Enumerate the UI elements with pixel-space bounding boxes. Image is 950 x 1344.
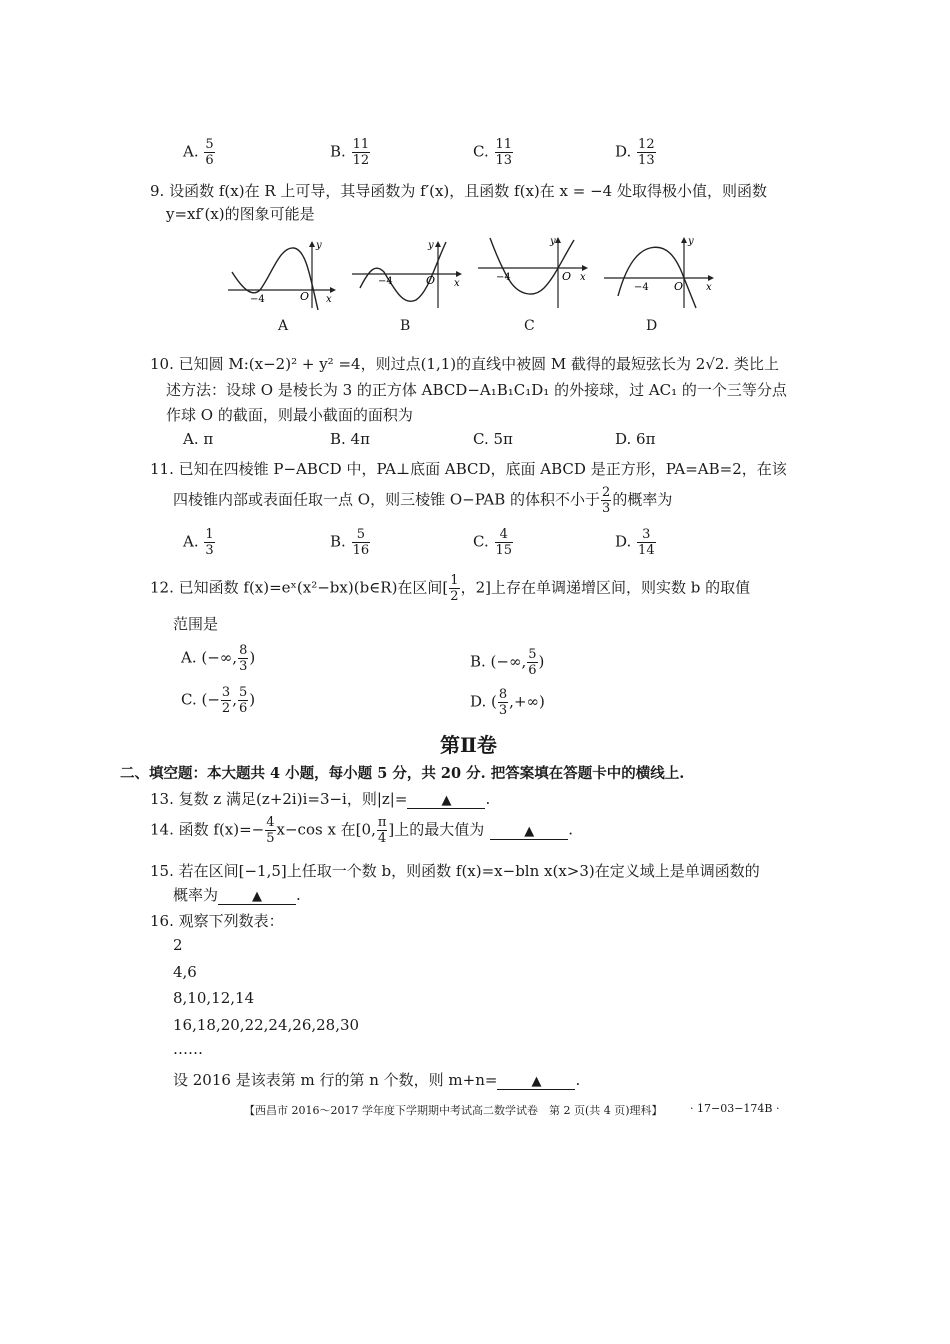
q12-option-a: A. (−∞, $\frac{8}{3}$ ) (181, 643, 256, 674)
q9-line1: 9. 设函数 f(x)在 R 上可导，其导函数为 f′(x)，且函数 f(x)在 x = −4 处取得极小值，则函数 (150, 182, 767, 200)
footer-right: · 17−03−174B · (690, 1102, 780, 1115)
svg-text:y: y (688, 236, 694, 247)
q16-row-2: 4,6 (173, 963, 197, 981)
svg-text:O: O (426, 274, 436, 287)
svg-text:x: x (454, 278, 460, 289)
graph-b (352, 238, 468, 310)
q16-row-1: 2 (173, 936, 183, 954)
q8-option-c: C. $\frac{11}{13}$ (473, 137, 513, 168)
q10-line2: 述方法：设球 O 是棱长为 3 的正方体 ABCD−A₁B₁C₁D₁ 的外接球，过 AC₁ 的一个三等分点 (166, 381, 787, 399)
svg-text:y: y (550, 236, 556, 247)
q11-option-b: B. $\frac{5}{16}$ (330, 527, 370, 558)
graph-a (228, 238, 340, 310)
graph-c (478, 234, 594, 310)
graph-b-tick: −4 (378, 276, 393, 287)
q9-line2: y=xf′(x)的图象可能是 (166, 205, 315, 223)
svg-text:O: O (562, 270, 572, 283)
q8-option-b: B. $\frac{11}{12}$ (330, 137, 370, 168)
svg-text:O: O (300, 290, 310, 303)
q10-line3: 作球 O 的截面，则最小截面的面积为 (166, 406, 413, 424)
svg-text:y: y (428, 240, 434, 251)
graph-a-tick: −4 (250, 294, 265, 305)
graph-label-d: D (646, 318, 658, 334)
q15-line1: 15. 若在区间[−1,5]上任取一个数 b，则函数 f(x)=x−bln x(x>3)在定义域上是单调函数的 (150, 862, 760, 880)
svg-text:x: x (326, 294, 332, 305)
svg-text:x: x (706, 282, 712, 293)
q11-line1: 11. 已知在四棱锥 P−ABCD 中，PA⊥底面 ABCD，底面 ABCD 是正方形，PA=AB=2，在该 (150, 460, 787, 478)
q10-option-a: A. π (183, 430, 214, 448)
q10-option-b: B. 4π (330, 430, 370, 448)
svg-text:O: O (674, 280, 684, 293)
graph-c-tick: −4 (496, 272, 511, 283)
q11-option-c: C. $\frac{4}{15}$ (473, 527, 513, 558)
q11-option-d: D. $\frac{3}{14}$ (615, 527, 655, 558)
q15-answer-blank[interactable]: ▲ (218, 890, 296, 905)
graph-d-tick: −4 (634, 282, 649, 293)
graph-label-a: A (278, 318, 289, 334)
q16-answer-blank[interactable]: ▲ (497, 1075, 575, 1090)
q14: 14. 函数 f(x)=− $\frac{4}{5}$ x−cos x 在[0, $\frac{\pi}{4}$ ]上的最大值为 ▲ . (150, 815, 574, 846)
graph-label-c: C (524, 318, 535, 334)
graph-d (604, 234, 720, 310)
q11-option-a: A. $\frac{1}{3}$ (183, 527, 214, 558)
q10-option-c: C. 5π (473, 430, 513, 448)
section-heading: 二、填空题：本大题共 4 小题，每小题 5 分，共 20 分. 把答案填在答题卡中的横线上. (120, 765, 685, 782)
q8-option-a: A. $\frac{5}{6}$ (183, 137, 214, 168)
q12-option-d: D. ( $\frac{8}{3}$ ,+∞) (470, 687, 545, 718)
q12-option-b: B. (−∞, $\frac{5}{6}$ ) (470, 647, 545, 678)
graph-label-b: B (400, 318, 411, 334)
svg-text:x: x (580, 272, 586, 283)
q10-line1: 10. 已知圆 M:(x−2)² + y² =4，则过点(1,1)的直线中被圆 M 截得的最短弦长为 2√2. 类比上 (150, 355, 779, 373)
q10-option-d: D. 6π (615, 430, 656, 448)
q14-answer-blank[interactable]: ▲ (490, 825, 568, 840)
q13: 13. 复数 z 满足(z+2i)i=3−i，则|z|= ▲ . (150, 790, 491, 808)
q12-option-c: C. (− $\frac{3}{2}$ , $\frac{5}{6}$ ) (181, 685, 256, 716)
part2-title: 第Ⅱ卷 (440, 733, 497, 757)
q12-line2: 范围是 (173, 615, 219, 633)
q12-line1: 12. 已知函数 f(x)=eˣ(x²−bx)(b∈R)在区间[ $\frac{1}{2}$ ，2]上存在单调递增区间，则实数 b 的取值 (150, 573, 751, 604)
q13-answer-blank[interactable]: ▲ (407, 794, 485, 809)
q8-option-d: D. $\frac{12}{13}$ (615, 137, 655, 168)
q16-title: 16. 观察下列数表： (150, 912, 284, 930)
q16-row-4: 16,18,20,22,24,26,28,30 (173, 1016, 360, 1034)
q16-last: 设 2016 是该表第 m 行的第 n 个数，则 m+n= ▲ . (173, 1071, 581, 1089)
svg-text:y: y (316, 240, 322, 251)
q16-row-5: …… (173, 1040, 203, 1058)
q16-row-3: 8,10,12,14 (173, 989, 255, 1007)
footer-left: 【西昌市 2016～2017 学年度下学期期中考试高二数学试卷 第 2 页(共 4 页)理科】 (244, 1104, 663, 1117)
q11-line2: 四棱锥内部或表面任取一点 O，则三棱锥 O−PAB 的体积不小于 $\frac{2}{3}$ 的概率为 (173, 485, 673, 516)
q15-line2: 概率为 ▲ . (173, 886, 301, 904)
